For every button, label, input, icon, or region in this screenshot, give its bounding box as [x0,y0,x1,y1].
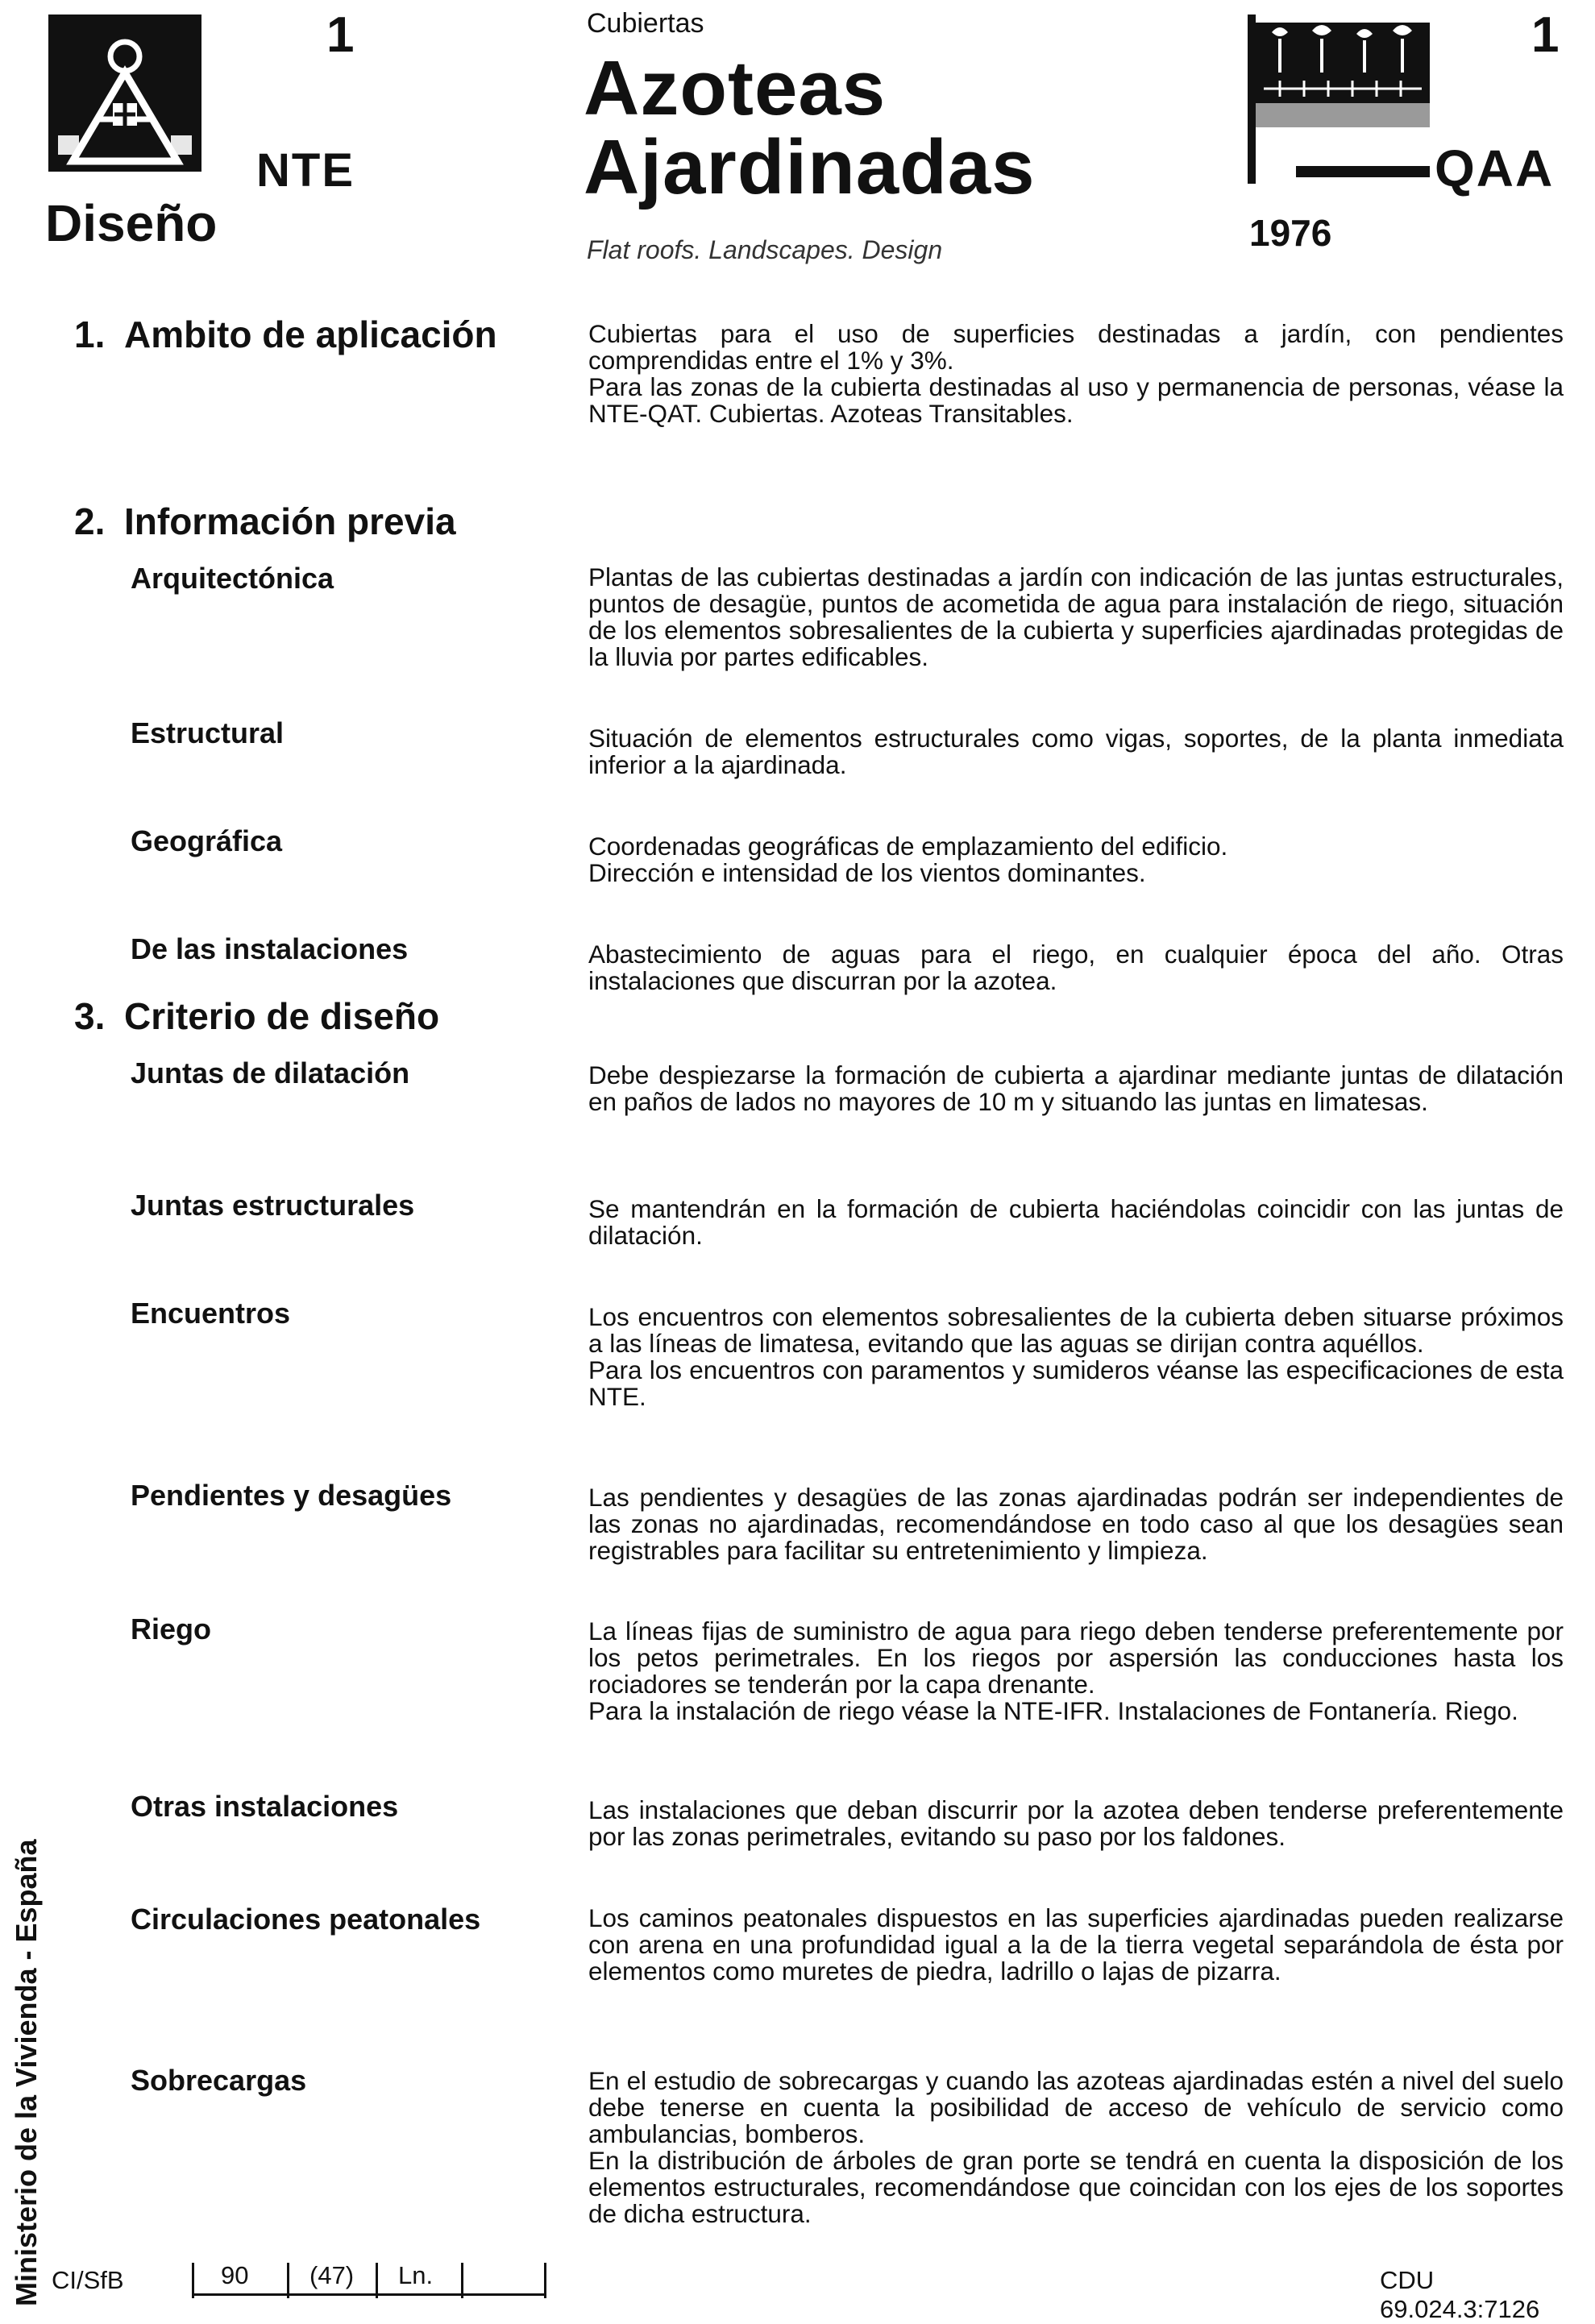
paragraph: Debe despiezarse la formación de cubierta a ajardinar mediante juntas de dilatación en paños de lados no mayores de 10 m y situando las juntas en limatesas. [588,1060,1564,1116]
item-label-riego: Riego [131,1612,212,1645]
item-text-sobrecargas [588,2068,1564,2227]
paragraph: Las instalaciones que deban discurrir por la azotea deben tenderse preferentemente por las zonas perimetrales, evitando su paso por los faldones. [588,1795,1564,1851]
divider [192,2293,546,2296]
section-heading-1 [74,313,497,357]
item-label-encuentros: Encuentros [131,1297,291,1330]
item-label-juntas-dilatacion: Juntas de dilatación [131,1056,410,1089]
paragraph: Situación de elementos estructurales como vigas, soportes, de la planta inmediata inferior a la ajardinada. [588,724,1564,779]
item-text-otras-instalaciones [588,1797,1564,1850]
sheet-number-left: 1 [326,7,355,63]
divider [376,2263,378,2298]
section-heading-2 [74,500,456,544]
paragraph: En la distribución de árboles de gran porte se tendrá en cuenta la disposición de los elementos estructurales, recomendándose que coincidan con los ejes de los soportes de dicha estructura. [588,2146,1564,2228]
cisfb-code-2: (47) [309,2261,355,2289]
series-label: NTE [256,144,355,197]
section-label: Diseño [45,194,218,252]
item-text-instalaciones [588,941,1564,994]
garden-roof-emblem [1248,15,1430,184]
item-text-arquitectonica [588,564,1564,670]
paragraph: Plantas de las cubiertas destinadas a jardín con indicación de las juntas estructurales, puntos de desagüe, puntos de acometida de agua para instalación de riego, situación de los elementos sobresalientes de la cubierta y superficies ajardinadas protegidas de la lluvia por partes edificables. [588,562,1564,671]
category-label: Cubiertas [587,8,704,39]
item-label-otras-instalaciones: Otras instalaciones [131,1790,399,1823]
section-title: Criterio de diseño [124,995,440,1037]
english-subtitle: Flat roofs. Landscapes. Design [587,235,943,264]
paragraph: Cubiertas para el uso de superficies destinadas a jardín, con pendientes comprendidas entre el 1% y 3%. [588,319,1564,375]
item-label-circulaciones: Circulaciones peatonales [131,1903,481,1936]
paragraph: Coordenadas geográficas de emplazamiento del edificio. [588,832,1228,861]
paragraph: Para los encuentros con paramentos y sumideros véanse las especificaciones de esta NTE. [588,1355,1564,1411]
cisfb-label: CI/SfB [52,2266,124,2294]
cisfb-codes [192,2261,546,2301]
section-title: Información previa [124,500,456,542]
item-text-pendientes [588,1484,1564,1564]
item-label-sobrecargas: Sobrecargas [131,2064,307,2097]
divider [287,2263,289,2298]
item-label-estructural: Estructural [131,716,285,749]
paragraph: Se mantendrán en la formación de cubierta haciéndolas coincidir con las juntas de dilatación. [588,1194,1564,1250]
paragraph: Las pendientes y desagües de las zonas ajardinadas podrán ser independientes de las zonas no ajardinadas, recomendándose en todo caso al que los desagües sean registrables para facilitar su entretenimiento y limpieza. [588,1483,1564,1565]
section-heading-3 [74,994,439,1039]
section-number: 3. [74,995,106,1037]
publisher-side-text: Ministerio de la Vivienda - España [10,1839,43,2306]
section-number: 2. [74,500,106,542]
cdu-code: CDU 69.024.3:7126 [1380,2266,1540,2323]
item-text-encuentros [588,1304,1564,1410]
paragraph: Abastecimiento de aguas para el riego, en cualquier época del año. Otras instalaciones que discurran por la azotea. [588,940,1564,995]
item-label-instalaciones: De las instalaciones [131,932,409,965]
item-label-juntas-estructurales: Juntas estructurales [131,1189,415,1222]
page-title-line1: Azoteas [584,45,887,131]
divider [544,2263,546,2298]
item-text-juntas-estructurales [588,1196,1564,1249]
page-title-line2: Ajardinadas [584,124,1036,210]
paragraph: La líneas fijas de suministro de agua para riego deben tenderse preferentemente por los petos perimetrales. En los riegos por aspersión las conducciones hasta los rociadores se tenderán por la capa drenante. [588,1616,1564,1699]
paragraph: En el estudio de sobrecargas y cuando las azoteas ajardinadas estén a nivel del suelo debe tenerse en cuenta la posibilidad de acceso de vehículo de servicio como ambulancias, bomberos. [588,2066,1564,2148]
paragraph: Los encuentros con elementos sobresalientes de la cubierta deben situarse próximos a las líneas de limatesa, evitando que las aguas se dirijan contra aquéllos. [588,1302,1564,1358]
sheet-number-right: 1 [1531,7,1560,63]
cisfb-code-1: 90 [221,2261,249,2289]
item-text-circulaciones [588,1905,1564,1985]
section-number: 1. [74,313,106,355]
item-label-pendientes: Pendientes y desagües [131,1479,452,1512]
item-text-estructural [588,725,1564,778]
paragraph: Dirección e intensidad de los vientos dominantes. [588,858,1146,887]
nte-logo [48,15,201,172]
item-text-juntas-dilatacion [588,1062,1564,1115]
divider [461,2263,463,2298]
document-code: QAA [1435,139,1555,197]
cisfb-code-3: Ln. [398,2261,434,2289]
section-text-1 [588,321,1564,427]
publication-year: 1976 [1249,212,1332,254]
item-text-geografica [588,833,1564,886]
paragraph: Los caminos peatonales dispuestos en las superficies ajardinadas pueden realizarse con arena en una profundidad igual a la de la tierra vegetal separándola de ésta por elementos como muretes de piedra, ladrillo o lajas de pizarra. [588,1903,1564,1986]
paragraph: Para las zonas de la cubierta destinadas al uso y permanencia de personas, véase la NTE-QAT. Cubiertas. Azoteas Transitables. [588,372,1564,428]
item-label-geografica: Geográfica [131,824,283,857]
section-title: Ambito de aplicación [124,313,497,355]
paragraph: Para la instalación de riego véase la NTE-IFR. Instalaciones de Fontanería. Riego. [588,1696,1518,1725]
item-text-riego [588,1618,1564,1724]
item-label-arquitectonica: Arquitectónica [131,562,334,595]
